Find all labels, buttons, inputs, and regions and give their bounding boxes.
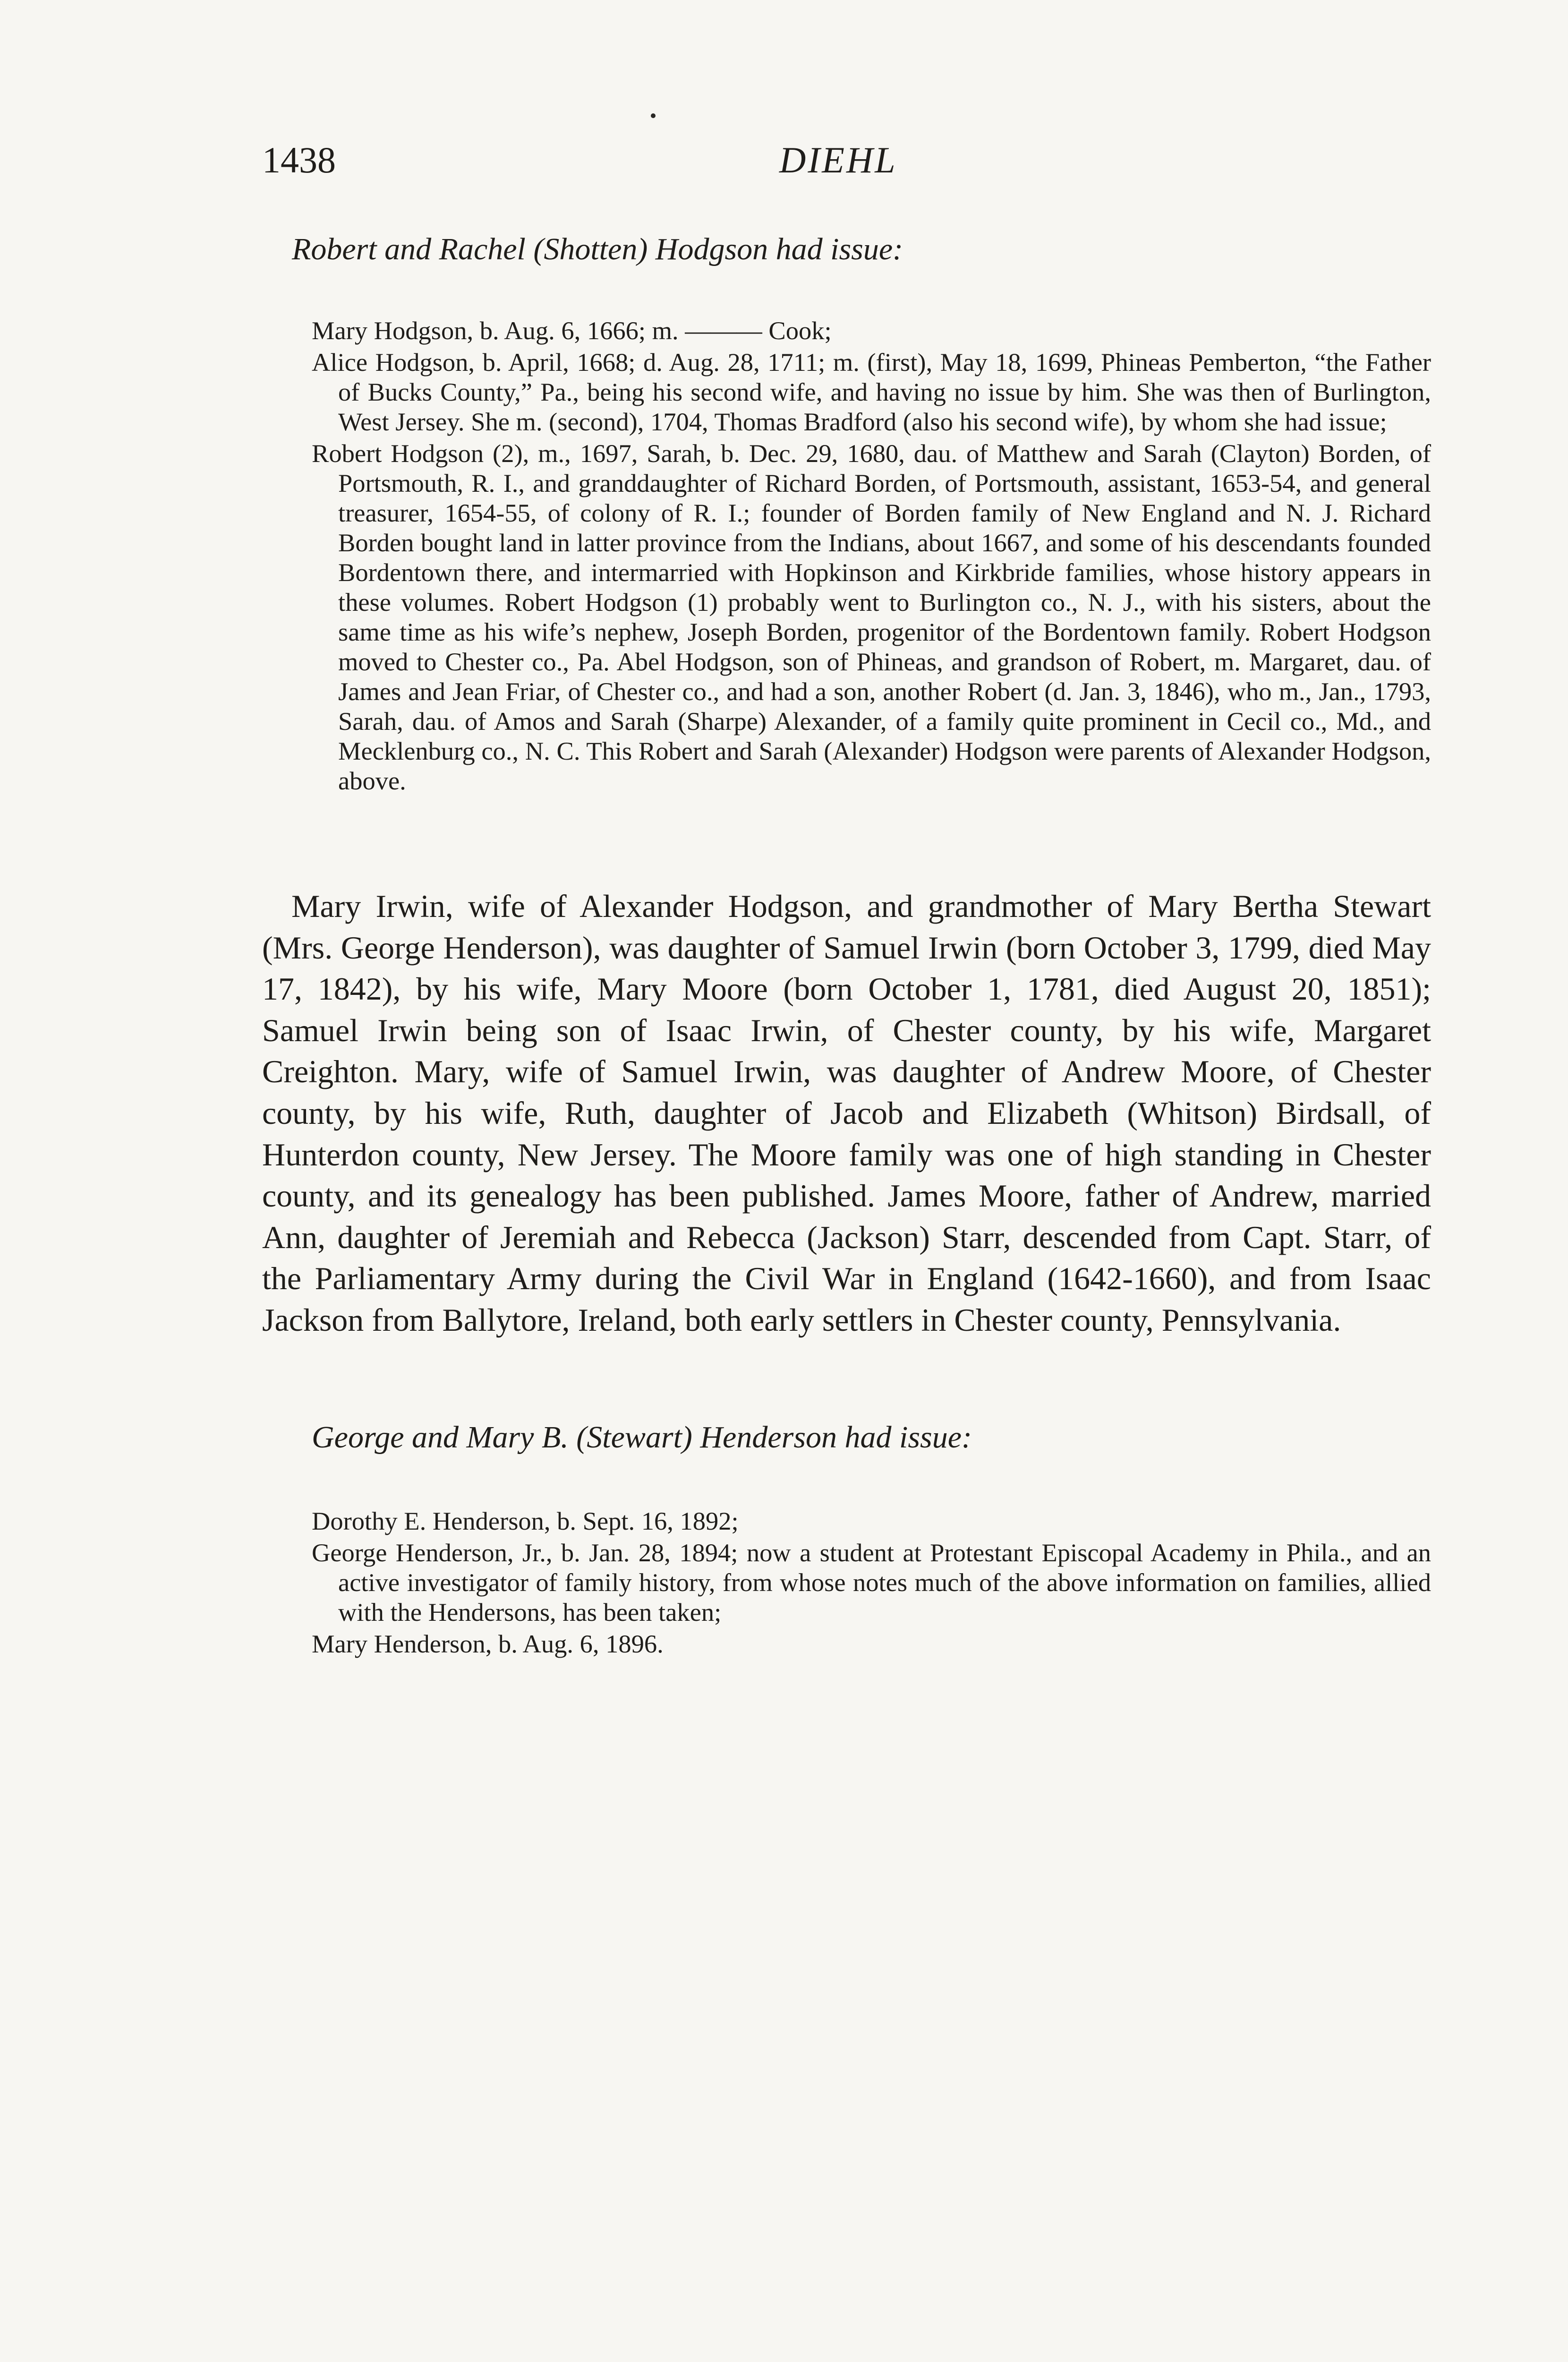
section-heading-henderson-issue: George and Mary B. (Stewart) Henderson had issue: bbox=[312, 1420, 972, 1455]
list-item: George Henderson, Jr., b. Jan. 28, 1894; now a student at Protestant Episcopal Academy in Phila., and an active investigator of family history, from whose notes much of the above information on families, allied with the Hendersons, has been taken; bbox=[312, 1538, 1431, 1626]
list-item: Alice Hodgson, b. April, 1668; d. Aug. 28, 1711; m. (first), May 18, 1699, Phineas Pemberton, “the Father of Bucks County,” Pa., being his second wife, and having no issue by him. She was then of Burlington, West Jersey. She m. (second), 1704, Thomas Bradford (also his second wife), by whom she had issue; bbox=[312, 348, 1431, 436]
list-item: Mary Hodgson, b. Aug. 6, 1666; m. ——— Cook; bbox=[312, 316, 832, 345]
section-heading-hodgson-issue: Robert and Rachel (Shotten) Hodgson had issue: bbox=[292, 232, 903, 266]
list-item: Robert Hodgson (2), m., 1697, Sarah, b. Dec. 29, 1680, dau. of Matthew and Sarah (Clayton) Borden, of Portsmouth, R. I., and granddaughter of Richard Borden, of Portsmouth, assistant, 1653-54, and general treasurer, 1654-55, of colony of R. I.; founder of Borden family of New England and N. J. Richard Borden bought land in latter province from the Indians, about 1667, and some of his descendants founded Bordentown there, and intermarried with Hopkinson and Kirkbride families, whose history appears in these volumes. Robert Hodgson (1) probably went to Burlington co., N. J., with his sisters, about the same time as his wife’s nephew, Joseph Borden, progenitor of the Bordentown family. Robert Hodgson moved to Chester co., Pa. Abel Hodgson, son of Phineas, and grandson of Robert, m. Margaret, dau. of James and Jean Friar, of Chester co., and had a son, another Robert (d. Jan. 3, 1846), who m., Jan., 1793, Sarah, dau. of Amos and Sarah (Sharpe) Alexander, of a family quite prominent in Cecil co., Md., and Mecklenburg co., N. C. This Robert and Sarah (Alexander) Hodgson were parents of Alexander Hodgson, above. bbox=[312, 439, 1431, 795]
list-item: Dorothy E. Henderson, b. Sept. 16, 1892; bbox=[312, 1506, 739, 1535]
ink-speck bbox=[651, 113, 656, 118]
hodgson-issue-list bbox=[312, 316, 1431, 796]
henderson-issue-list bbox=[312, 1506, 1431, 1659]
list-item: Mary Henderson, b. Aug. 6, 1896. bbox=[312, 1629, 664, 1658]
page-number: 1438 bbox=[262, 139, 336, 180]
running-title: DIEHL bbox=[779, 139, 897, 180]
body-paragraph-mary-irwin: Mary Irwin, wife of Alexander Hodgson, and grandmother of Mary Bertha Stewart (Mrs. George Henderson), was daughter of Samuel Irwin (born October 3, 1799, died May 17, 1842), by his wife, Mary Moore (born October 1, 1781, died August 20, 1851); Samuel Irwin being son of Isaac Irwin, of Chester county, by his wife, Margaret Creighton. Mary, wife of Samuel Irwin, was daughter of Andrew Moore, of Chester county, by his wife, Ruth, daughter of Jacob and Elizabeth (Whitson) Birdsall, of Hunterdon county, New Jersey. The Moore family was one of high standing in Chester county, and its genealogy has been published. James Moore, father of Andrew, married Ann, daughter of Jeremiah and Rebecca (Jackson) Starr, descended from Capt. Starr, of the Parliamentary Army during the Civil War in England (1642-1660), and from Isaac Jackson from Ballytore, Ireland, both early settlers in Chester county, Pennsylvania. bbox=[262, 888, 1431, 1338]
